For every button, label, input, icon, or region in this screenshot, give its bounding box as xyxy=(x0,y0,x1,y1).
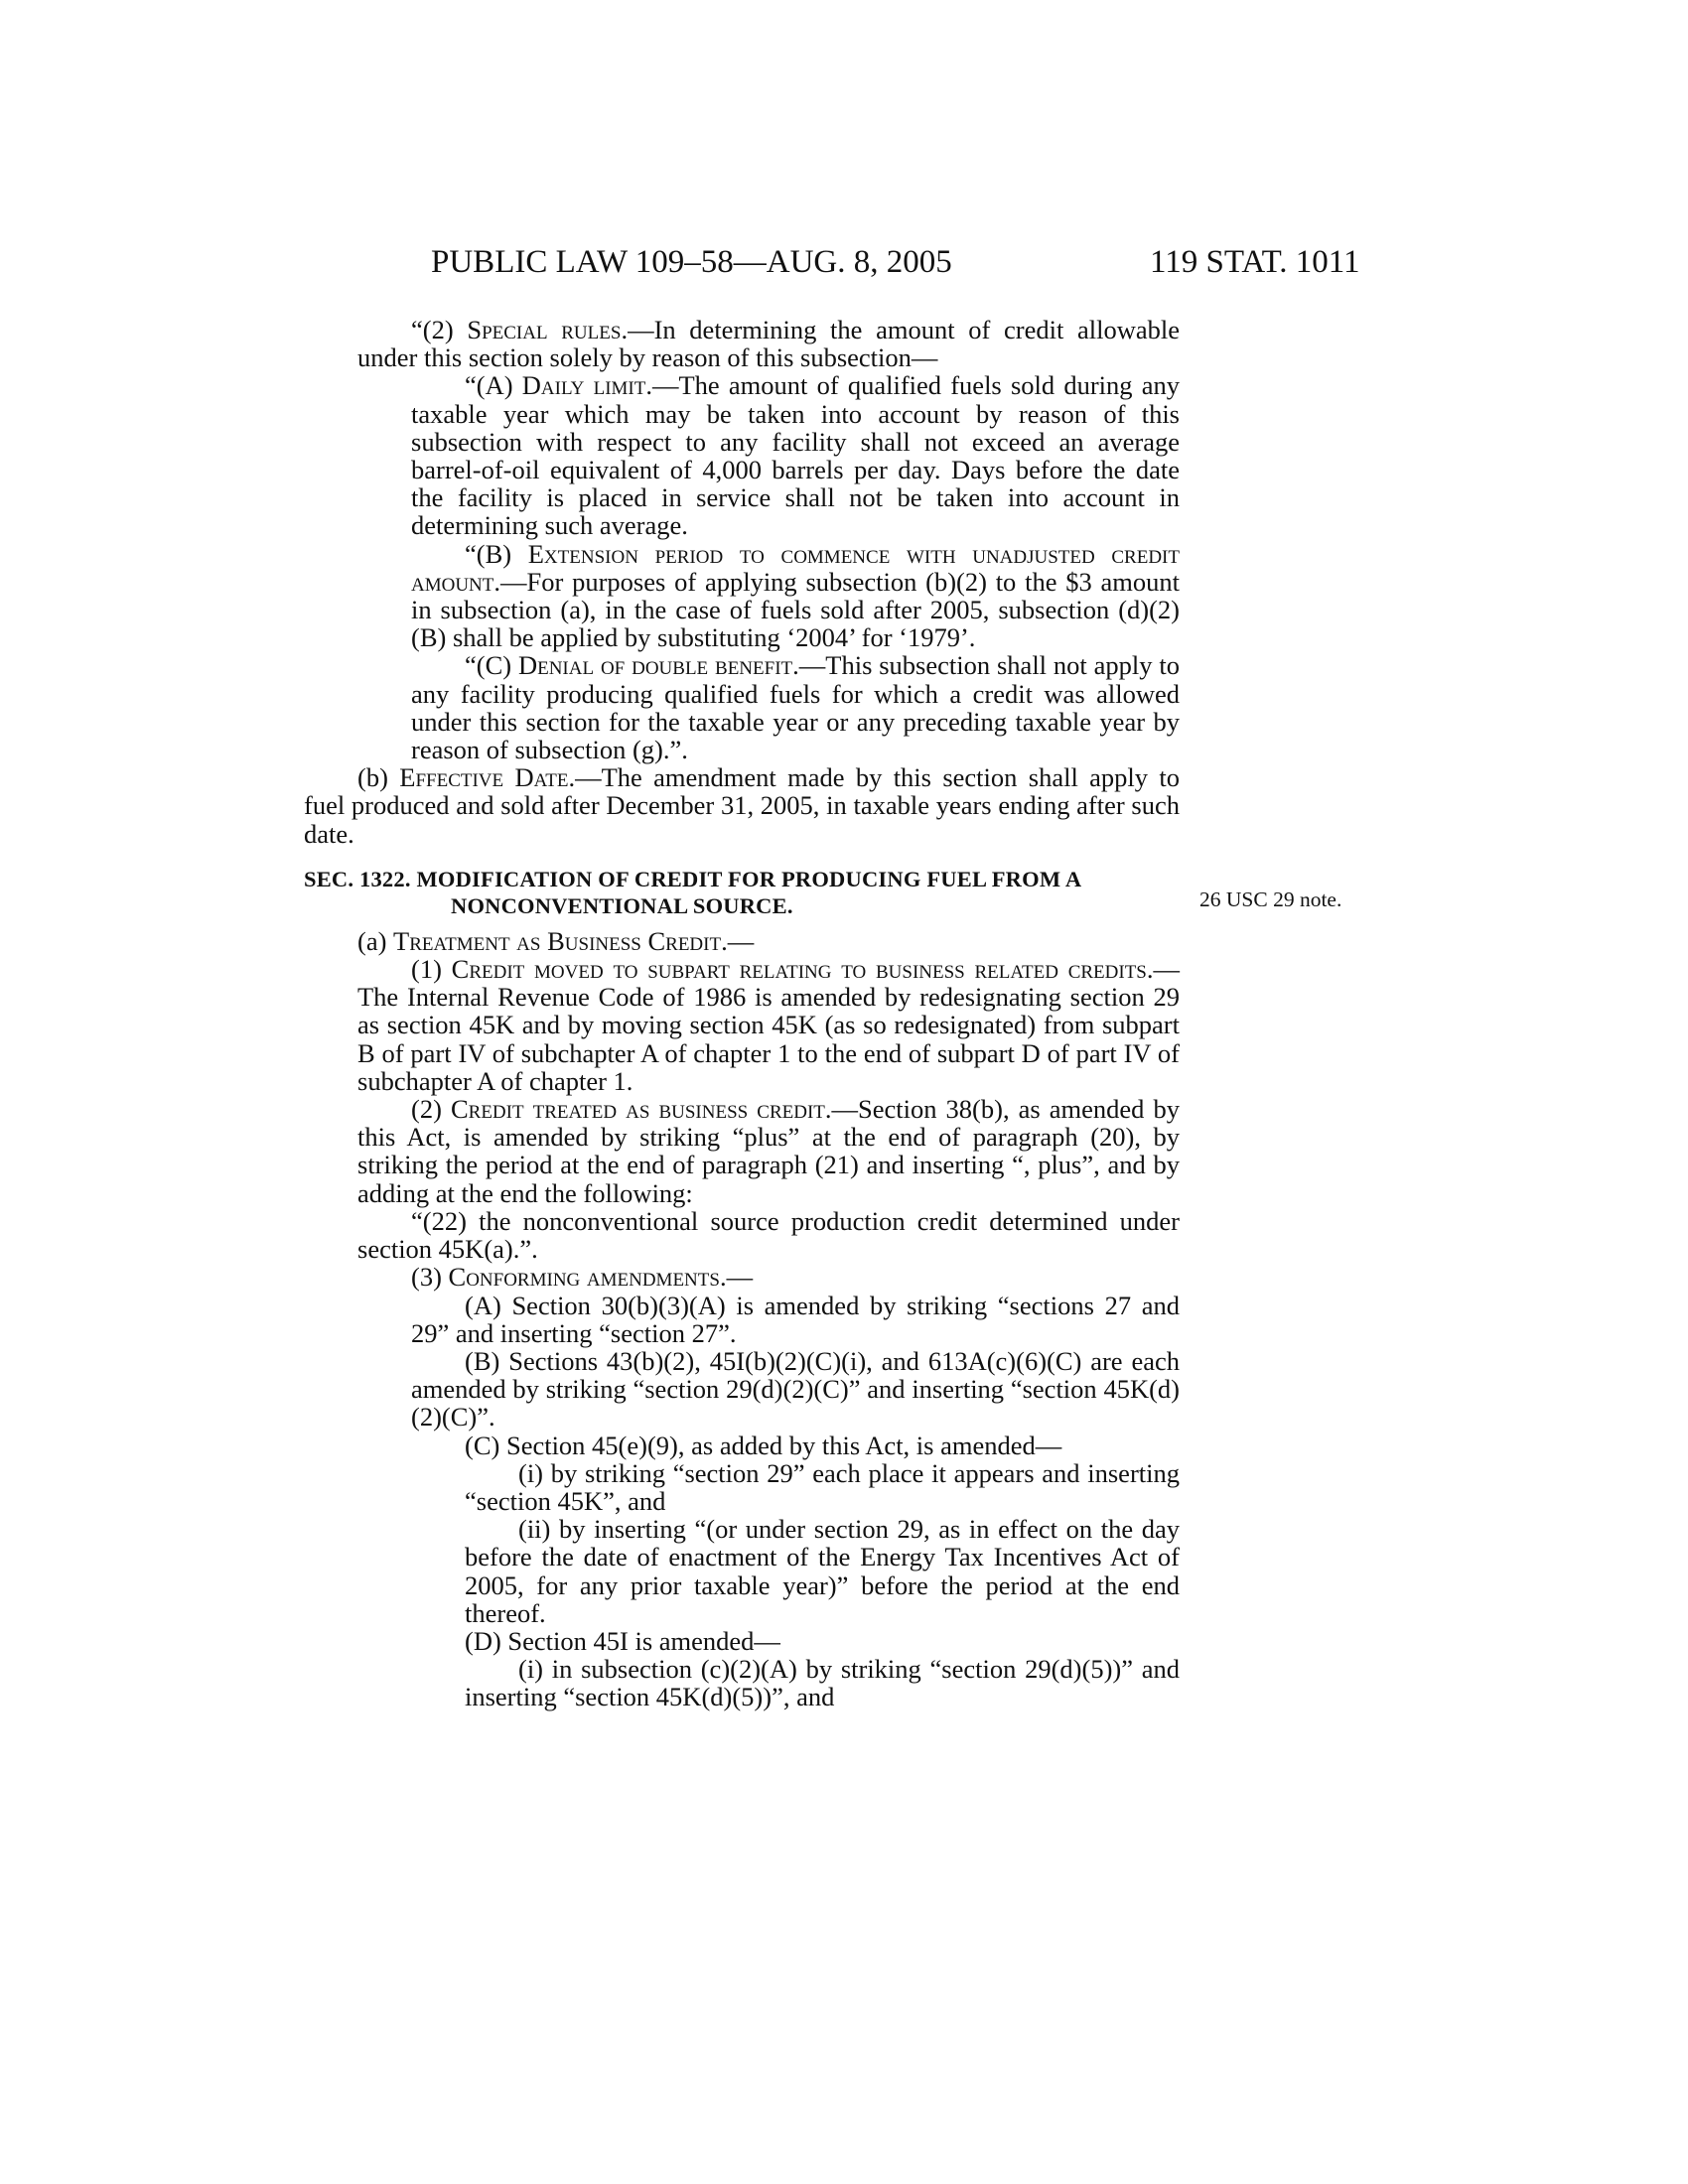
paragraph-text: .—The amount of qualified fuels sold during any taxable year which may be taken into account by reason of this subsection with respect to any facility shall not exceed an average barrel-of-oil equivalent of 4,000 barrels per day. Days before the date the facility is placed in service shall not be taken into account in determining such average. xyxy=(411,370,1180,541)
paragraph-lead: “(2) xyxy=(411,315,468,344)
paragraph-text: .— xyxy=(721,925,755,956)
paragraph-text: .—The amendment made by this section shall apply to fuel produced and sold after December 31, 2005, in taxable years ending after such date. xyxy=(304,762,1180,849)
paragraph-lead: (b) xyxy=(357,762,400,793)
paragraph-text: .—This subsection shall not apply to any facility producing qualified fuels for which a credit was allowed under this section for the taxable year or any preceding taxable year by reason of subsection (g).”. xyxy=(411,650,1181,765)
paragraph-text: .— xyxy=(719,1262,754,1293)
paragraph-heading: Denial of double benefit xyxy=(517,650,793,681)
paragraph-heading: Credit moved to subpart relating to business related credits xyxy=(451,954,1147,985)
paragraph-lead: (2) xyxy=(411,1094,451,1125)
paragraph-inserted-22: “(22) the nonconventional source production credit determined under section 45K(a).”. xyxy=(357,1205,1180,1265)
paragraph-conforming-amendments xyxy=(304,1263,1180,1291)
section-heading xyxy=(304,866,1180,919)
paragraph-text: .—Section 38(b), as amended by this Act, is amended by striking “plus” at the end of paragraph (20), by striking the period at the end of paragraph (21) and inserting “, plus”, and by adding at the end the following: xyxy=(357,1094,1180,1208)
paragraph-lead: “(A) xyxy=(465,370,522,401)
paragraph-heading: Daily limit xyxy=(521,370,646,401)
paragraph-heading: Effective Date xyxy=(399,762,569,793)
paragraph-amendment-c-ii: (ii) by inserting “(or under section 29, as in effect on the day before the date of enactment of the Energy Tax Incentives Act of 2005, for any prior taxable year)” before the period at the end thereof. xyxy=(465,1514,1180,1628)
margin-note: 26 USC 29 note. xyxy=(1199,887,1342,911)
paragraph-lead: “(B) xyxy=(465,538,528,569)
paragraph-amendment-a: (A) Section 30(b)(3)(A) is amended by striking “sections 27 and 29” and inserting “section 27”. xyxy=(411,1290,1180,1348)
paragraph-text: .—In determining the amount of credit allowable under this section solely by reason of this subsection— xyxy=(357,315,1180,373)
paragraph-heading: Extension period to commence with unadjusted credit amount xyxy=(411,538,1180,597)
paragraph-credit-treated xyxy=(304,1095,1180,1207)
paragraph-effective-date xyxy=(304,763,1180,848)
paragraph-heading: Treatment as Business Credit xyxy=(393,925,722,956)
paragraph-denial-double-benefit xyxy=(304,651,1180,763)
paragraph-amendment-c: (C) Section 45(e)(9), as added by this Act, is amended— xyxy=(465,1430,1062,1460)
paragraph-extension-period xyxy=(304,540,1180,652)
paragraph-amendment-c-i: (i) by striking “section 29” each place it appears and inserting “section 45K”, and xyxy=(465,1457,1180,1516)
section-heading-line-1: SEC. 1322. MODIFICATION OF CREDIT FOR PRODUCING FUEL FROM xyxy=(304,866,1061,891)
paragraph-lead: (1) xyxy=(411,954,452,985)
paragraph-credit-moved xyxy=(304,955,1180,1095)
running-header-page-number: 119 STAT. 1011 xyxy=(1150,244,1360,280)
paragraph-lead: “(C) xyxy=(465,650,518,681)
paragraph-treatment-business-credit xyxy=(304,927,1180,955)
paragraph-daily-limit xyxy=(304,371,1180,539)
paragraph-lead: (a) xyxy=(357,925,394,956)
body-text xyxy=(304,316,1180,1711)
paragraph-heading: Special rules xyxy=(467,315,622,344)
paragraph-amendment-d-i: (i) in subsection (c)(2)(A) by striking “section 29(d)(5))” and inserting “section 45K(d)(5))”, and xyxy=(465,1654,1180,1712)
paragraph-heading: Conforming amendments xyxy=(448,1262,720,1293)
paragraph-lead: (3) xyxy=(411,1262,449,1293)
paragraph-amendment-b: (B) Sections 43(b)(2), 45I(b)(2)(C)(i), and 613A(c)(6)(C) are each amended by striking “section 29(d)(2)(C)” and inserting “section 45K(d)(2)(C)”. xyxy=(411,1345,1180,1433)
paragraph-amendment-d: (D) Section 45I is amended— xyxy=(465,1625,780,1656)
paragraph-special-rules xyxy=(304,316,1180,371)
section-heading-line-2: A NONCONVENTIONAL SOURCE. xyxy=(451,866,1081,918)
paragraph-text: .—The Internal Revenue Code of 1986 is amended by redesignating section 29 as section 45K and by moving section 45K (as so redesignated) from subpart B of part IV of subchapter A of chapter 1 to the end of subpart D of part IV of subchapter A of chapter 1. xyxy=(357,954,1180,1096)
paragraph-text: .—For purposes of applying subsection (b)(2) to the $3 amount in subsection (a), in the case of fuels sold after 2005, subsection (d)(2)(B) shall be applied by substituting ‘2004’ for ‘1979’. xyxy=(411,566,1180,653)
running-header-title: PUBLIC LAW 109–58—AUG. 8, 2005 xyxy=(431,244,952,280)
paragraph-heading: Credit treated as business credit xyxy=(450,1094,825,1125)
